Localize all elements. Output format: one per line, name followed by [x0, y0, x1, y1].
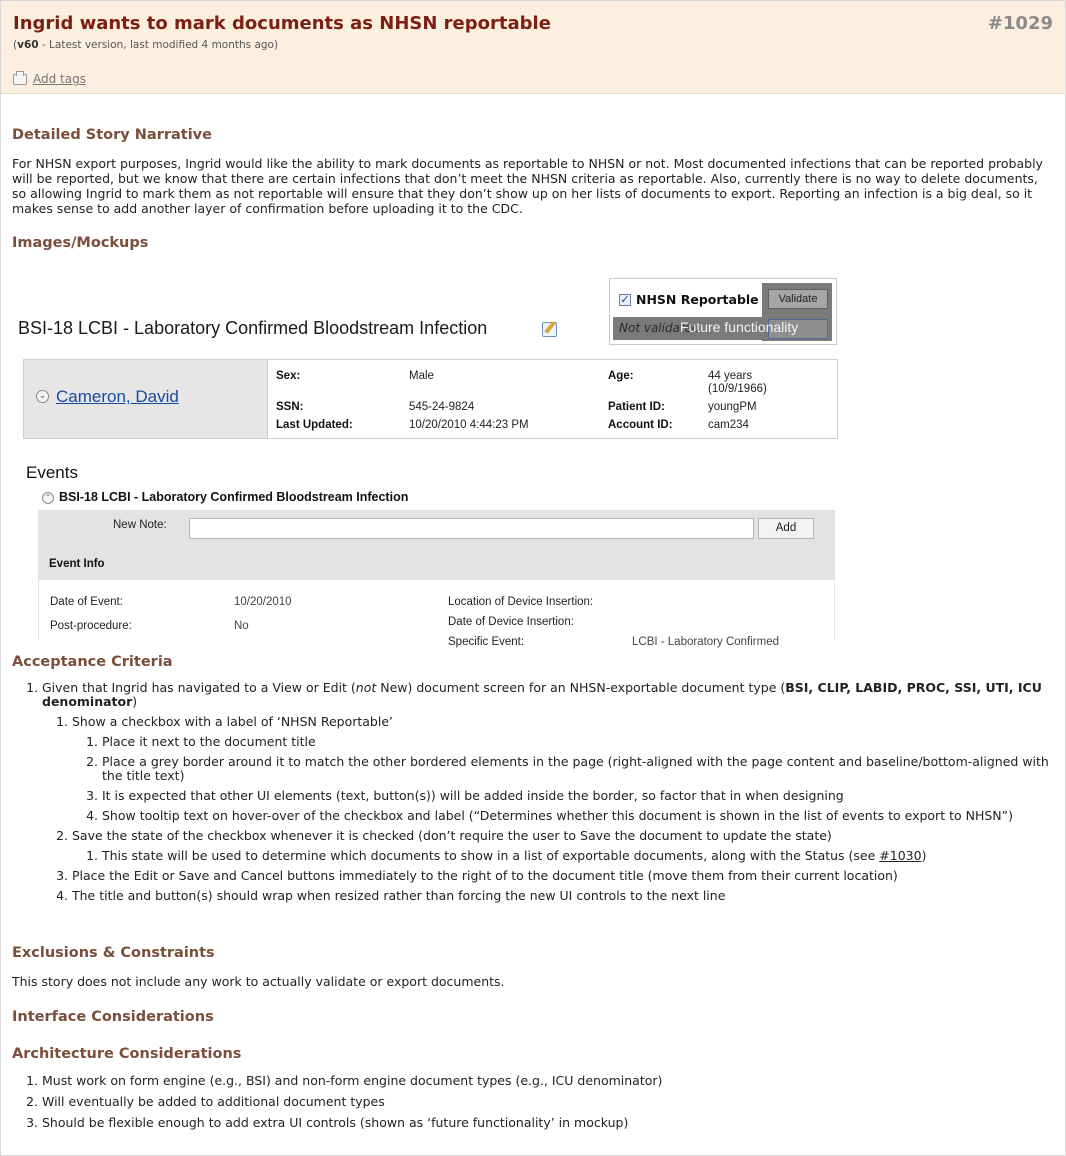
- document-title: BSI-18 LCBI - Laboratory Confirmed Bloodstream Infection: [18, 318, 488, 338]
- architecture-item: 2. Will eventually be added to additional document types: [42, 1095, 1054, 1109]
- exclusions-text: This story does not include any work to actually validate or export documents.: [12, 974, 505, 989]
- patient-name-link[interactable]: Cameron, David: [56, 387, 179, 406]
- last-updated-value: 10/20/2010 4:44:23 PM: [409, 419, 529, 431]
- last-updated-label: Last Updated:: [276, 419, 353, 431]
- future-functionality-label: Future functionality: [680, 319, 799, 335]
- not-validated-status: Not validated: [619, 321, 700, 335]
- nhsn-reportable-label[interactable]: NHSN Reportable: [636, 292, 759, 307]
- date-device-label: Date of Device Insertion:: [448, 616, 574, 628]
- note-band: [38, 510, 835, 580]
- nhsn-reportable-checkbox[interactable]: ✓: [620, 293, 630, 306]
- acceptance-heading: Acceptance Criteria: [12, 654, 173, 670]
- exclusions-heading: Exclusions & Constraints: [12, 945, 215, 961]
- event-name: BSI-18 LCBI - Laboratory Confirmed Bloodstream Infection: [59, 490, 409, 504]
- item1-not: not: [355, 680, 377, 695]
- narrative-heading: Detailed Story Narrative: [12, 127, 212, 143]
- mockup-image: [12, 270, 842, 648]
- age-value: 44 years: [708, 370, 753, 382]
- architecture-item: 1. Must work on form engine (e.g., BSI) and non-form engine document types (e.g., ICU denominator): [42, 1074, 1054, 1088]
- version-number: v60: [17, 39, 39, 51]
- add-note-button[interactable]: Add: [758, 518, 814, 539]
- date-of-event-value: 10/20/2010: [234, 596, 292, 608]
- acceptance-sub-2: [72, 829, 1054, 863]
- events-heading: Events: [26, 463, 78, 482]
- acceptance-sub-3: 3. Place the Edit or Save and Cancel buttons immediately to the right of to the document title (move them from their current location): [72, 869, 1054, 883]
- version-suffix: - Latest version, last modified 4 months ago): [38, 39, 279, 51]
- version-info: [13, 39, 278, 51]
- new-note-input[interactable]: [189, 518, 754, 539]
- new-note-label: New Note:: [113, 519, 167, 531]
- sub1-item: 1. Place it next to the document title: [102, 735, 1054, 749]
- story-header: [1, 1, 1065, 94]
- tags-row: [13, 72, 86, 86]
- edit-icon[interactable]: [542, 322, 557, 337]
- event-info-heading: Event Info: [49, 558, 105, 570]
- patient-name-panel: [24, 360, 268, 438]
- architecture-item: 3. Should be flexible enough to add extra UI controls (shown as ‘future functionality’ in mockup): [42, 1116, 1054, 1130]
- patient-id-label: Patient ID:: [608, 401, 665, 413]
- validate-button[interactable]: Validate: [768, 289, 828, 309]
- acceptance-criteria-list: [12, 681, 1054, 909]
- date-of-event-label: Date of Event:: [50, 596, 123, 608]
- architecture-heading: Architecture Considerations: [12, 1046, 242, 1062]
- story-title: Ingrid wants to mark documents as NHSN reportable: [13, 13, 551, 34]
- acceptance-sub-4: 4. The title and button(s) should wrap when resized rather than forcing the new UI controls to the next line: [72, 889, 1054, 903]
- post-procedure-value: No: [234, 620, 249, 632]
- ssn-value: 545-24-9824: [409, 401, 475, 413]
- sub2-item-text-b: ): [921, 848, 927, 863]
- sex-label: Sex:: [276, 370, 301, 382]
- narrative-text: For NHSN export purposes, Ingrid would like the ability to mark documents as reportable to NHSN or not. Most documented infections that can be reported probably will be reported, but we know that there are certain infections that don’t meet the NHSN criteria as reportable. Also, currently there is no way to delete documents, so allowing Ingrid to mark them as not reportable will ensure that they don’t show up on her lists of documents to export. Reporting an infection is a big deal, so it makes sense to add another layer of confirmation before uploading it to the CDC.: [12, 156, 1043, 216]
- add-tags-link[interactable]: Add tags: [33, 72, 86, 86]
- acceptance-item-1: [42, 681, 1054, 903]
- nhsn-reportable-box: [609, 278, 837, 345]
- patient-id-value: youngPM: [708, 401, 757, 413]
- event-info-body: [38, 580, 835, 648]
- location-device-label: Location of Device Insertion:: [448, 596, 594, 608]
- account-id-value: cam234: [708, 419, 749, 431]
- specific-event-value: LCBI - Laboratory Confirmed: [632, 636, 780, 648]
- sub2-text: Save the state of the checkbox whenever it is checked (don’t require the user to Save the document to update the state): [72, 828, 832, 843]
- sub1-item: 3. It is expected that other UI elements (text, button(s)) will be added inside the border, so factor that in when designing: [102, 789, 1054, 803]
- post-procedure-label: Post-procedure:: [50, 620, 132, 632]
- architecture-list: [12, 1074, 1054, 1137]
- item1-text-c: ): [132, 694, 138, 709]
- interface-heading: Interface Considerations: [12, 1009, 214, 1025]
- collapse-icon[interactable]: ⌄: [36, 390, 49, 403]
- version-prefix: (: [13, 39, 18, 51]
- story-number: #1029: [987, 13, 1053, 34]
- sub1-item: 4. Show tooltip text on hover-over of the checkbox and label (“Determines whether this document is shown in the list of events to export to NHSN”): [102, 809, 1054, 823]
- folder-tag-icon: [13, 74, 27, 85]
- account-id-label: Account ID:: [608, 419, 673, 431]
- sex-value: Male: [409, 370, 434, 382]
- item1-doc-types: BSI, CLIP, LABID, PROC, SSI, UTI, ICU denominator: [42, 680, 1042, 709]
- sub1-item: 2. Place a grey border around it to match the other bordered elements in the page (right-aligned with the page content and baseline/bottom-aligned with the title text): [102, 755, 1054, 783]
- patient-banner: [23, 359, 838, 439]
- sub1-text: Show a checkbox with a label of ‘NHSN Reportable’: [72, 714, 394, 729]
- expand-event-icon[interactable]: ⌃: [42, 492, 54, 504]
- age-label: Age:: [608, 370, 634, 382]
- item1-text-a: Given that Ingrid has navigated to a View or Edit (: [42, 680, 356, 695]
- sub2-item-text-a: This state will be used to determine which documents to show in a list of exportable documents, along with the Status (see: [102, 848, 880, 863]
- item1-text-b: New) document screen for an NHSN-exportable document type (: [376, 680, 786, 695]
- age-dob: (10/9/1966): [708, 383, 767, 395]
- specific-event-label: Specific Event:: [448, 636, 525, 648]
- mockups-heading: Images/Mockups: [12, 235, 149, 251]
- story-1030-link[interactable]: #1030: [879, 848, 922, 863]
- ssn-label: SSN:: [276, 401, 304, 413]
- sub2-item: [102, 849, 1054, 863]
- acceptance-sub-1: [72, 715, 1054, 823]
